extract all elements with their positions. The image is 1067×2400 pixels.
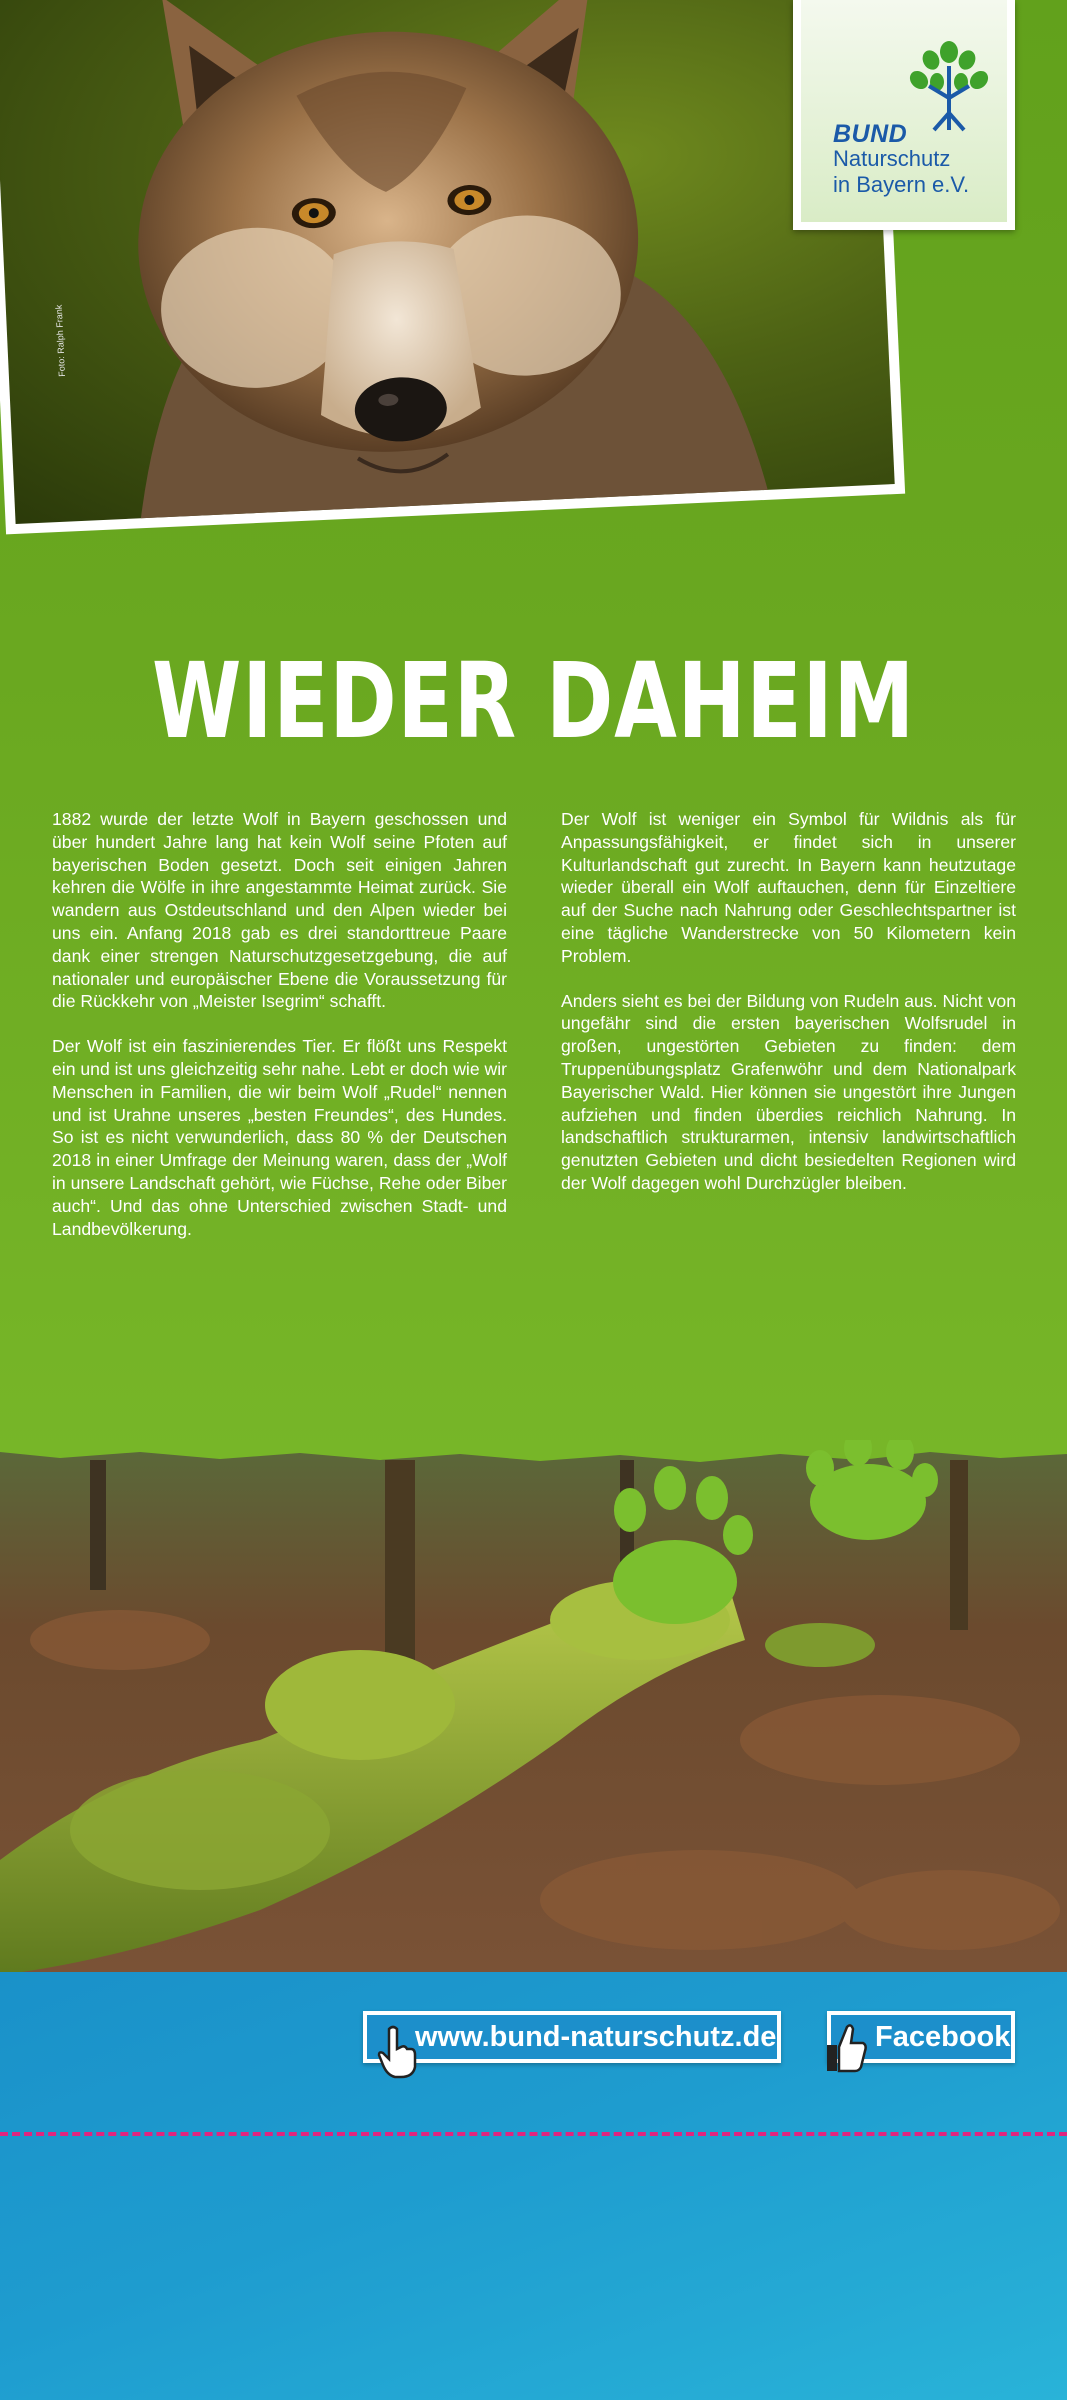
pointer-hand-icon bbox=[377, 2025, 419, 2079]
paragraph: Anders sieht es bei der Bildung von Rudeln aus. Nicht von ungefähr sind die ersten bayerischen Wolfsrudel in großen, ungestörten Gebieten zu finden: dem Truppenübungsplatz Grafenwöhr und dem Nationalpark Bayerischer Wald. Hier können sie ungestört ihre Jungen aufziehen und finden überdies reichlich Nahrung. In landschaftlich strukturarmen, intensiv landwirtschaftlich genutzten Gebieten und dicht besiedelten Regionen wird der Wolf dagegen wohl Durchzügler bleiben. bbox=[561, 990, 1016, 1193]
forest-illustration bbox=[0, 1440, 1067, 1975]
wolf-photo bbox=[0, 0, 895, 524]
photo-credit: Foto: Ralph Frank bbox=[53, 304, 67, 377]
dashed-divider bbox=[0, 2132, 1067, 2136]
website-link[interactable]: www.bund-naturschutz.de bbox=[415, 2021, 777, 2053]
tree-icon bbox=[909, 38, 989, 138]
text-column-left bbox=[52, 808, 507, 1262]
paragraph: Der Wolf ist weniger ein Symbol für Wildnis als für Anpassungsfähigkeit, er findet sich in unserer Kulturlandschaft gut zurecht. In Bayern kann heutzutage wieder überall ein Wolf auftauchen, denn für Einzeltiere auf der Suche nach Nahrung oder Geschlechtspartner ist eine tägliche Wanderstrecke von 50 Kilometern kein Problem. bbox=[561, 809, 1016, 966]
headline: WIEDER DAHEIM bbox=[151, 640, 915, 762]
logo-bund: BUND bbox=[833, 120, 908, 148]
paragraph: Der Wolf ist ein faszinierendes Tier. Er flößt uns Respekt ein und ist uns gleichzeitig sehr nahe. Lebt er doch wie wir Menschen in Familien, die wir beim Wolf „Rudel“ nennen und ist Urahne unseres „besten Freundes“, des Hundes. So ist es nicht verwunderlich, dass 80 % der Deutschen 2018 in einer Umfrage der Meinung waren, dass der „Wolf in unsere Landschaft gehört, wie Füchse, Rehe oder Biber auch“. Und das ohne Unterschied zwischen Stadt- und Landbevölkerung. bbox=[52, 1036, 507, 1239]
forest-photo bbox=[0, 1440, 1067, 1975]
facebook-button[interactable] bbox=[827, 2011, 1015, 2063]
facebook-link[interactable]: Facebook bbox=[875, 2021, 1011, 2053]
logo-subtitle: Naturschutz in Bayern e.V. bbox=[833, 146, 970, 197]
wolf-illustration bbox=[0, 0, 895, 524]
wolf-photo-frame bbox=[0, 0, 908, 539]
text-column-right bbox=[561, 808, 1016, 1217]
website-button[interactable] bbox=[363, 2011, 781, 2063]
bund-logo[interactable] bbox=[793, 0, 1015, 230]
thumbs-up-icon bbox=[825, 2021, 869, 2073]
paragraph: 1882 wurde der letzte Wolf in Bayern geschossen und über hundert Jahre lang hat kein Wolf seine Pfoten auf bayerischen Boden gesetzt. Doch seit einigen Jahren kehren die Wölfe in ihre angestammte Heimat zurück. Sie wandern aus Ostdeutschland und den Alpen wieder bei uns ein. Anfang 2018 gab es drei standorttreue Paare dank einer strengen Naturschutzgesetzgebung, die auf nationaler und europäischer Ebene die Voraussetzung für die Rückkehr von „Meister Isegrim“ schafft. bbox=[52, 809, 507, 1012]
